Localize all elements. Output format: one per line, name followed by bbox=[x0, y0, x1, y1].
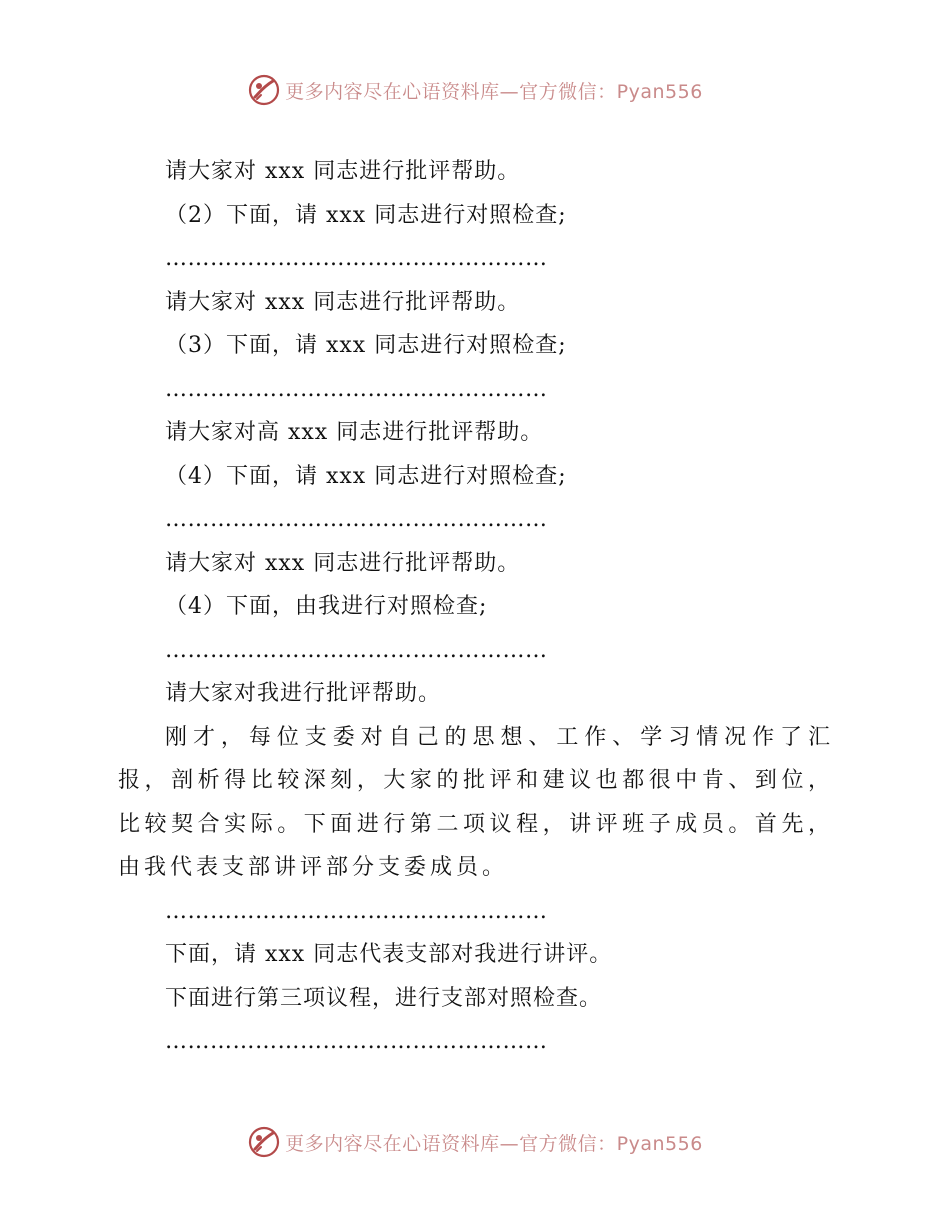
paragraph: 请大家对 xxx 同志进行批评帮助。 bbox=[165, 289, 521, 315]
paragraph: 请大家对高 xxx 同志进行批评帮助。 bbox=[165, 420, 544, 445]
paragraph: （4）下面，由我进行对照检查; bbox=[165, 594, 488, 619]
paragraph: 请大家对 xxx 同志进行批评帮助。 bbox=[165, 159, 521, 184]
paragraph: （4）下面，请 xxx 同志进行对照检查; bbox=[165, 463, 567, 489]
watermark-text: 更多内容尽在心语资料库—官方微信：Pyan556 bbox=[285, 1132, 703, 1155]
paragraph: 请大家对我进行批评帮助。 bbox=[165, 681, 442, 706]
pen-circle-logo-icon bbox=[247, 1125, 281, 1159]
watermark-text: 更多内容尽在心语资料库—官方微信：Pyan556 bbox=[285, 80, 703, 103]
paragraph: 下面，请 xxx 同志代表支部对我进行讲评。 bbox=[165, 942, 613, 967]
paragraph: 下面进行第三项议程，进行支部对照检查。 bbox=[165, 985, 603, 1011]
paragraph: （3）下面，请 xxx 同志进行对照检查; bbox=[165, 333, 567, 358]
footer-watermark bbox=[0, 1122, 950, 1162]
ellipsis-line: …………………………………………… bbox=[165, 507, 548, 532]
paragraph: （2）下面，请 xxx 同志进行对照检查; bbox=[165, 202, 567, 228]
pen-circle-logo-icon bbox=[247, 73, 281, 107]
document-body bbox=[118, 150, 834, 1064]
ellipsis-line: …………………………………………… bbox=[165, 376, 548, 402]
header-watermark bbox=[0, 70, 950, 110]
ellipsis-line: …………………………………………… bbox=[165, 898, 548, 924]
ellipsis-line: …………………………………………… bbox=[165, 246, 548, 271]
ellipsis-line: …………………………………………… bbox=[165, 1029, 548, 1054]
paragraph: 请大家对 xxx 同志进行批评帮助。 bbox=[165, 550, 521, 576]
summary-paragraph: 刚才，每位支委对自己的思想、工作、学习情况作了汇报，剖析得比较深刻，大家的批评和建议也都很中肯、到位，比较契合实际。下面进行第二项议程，讲评班子成员。首先，由我代表支部讲评部分支委成员。 bbox=[118, 724, 834, 880]
ellipsis-line: …………………………………………… bbox=[165, 637, 548, 663]
